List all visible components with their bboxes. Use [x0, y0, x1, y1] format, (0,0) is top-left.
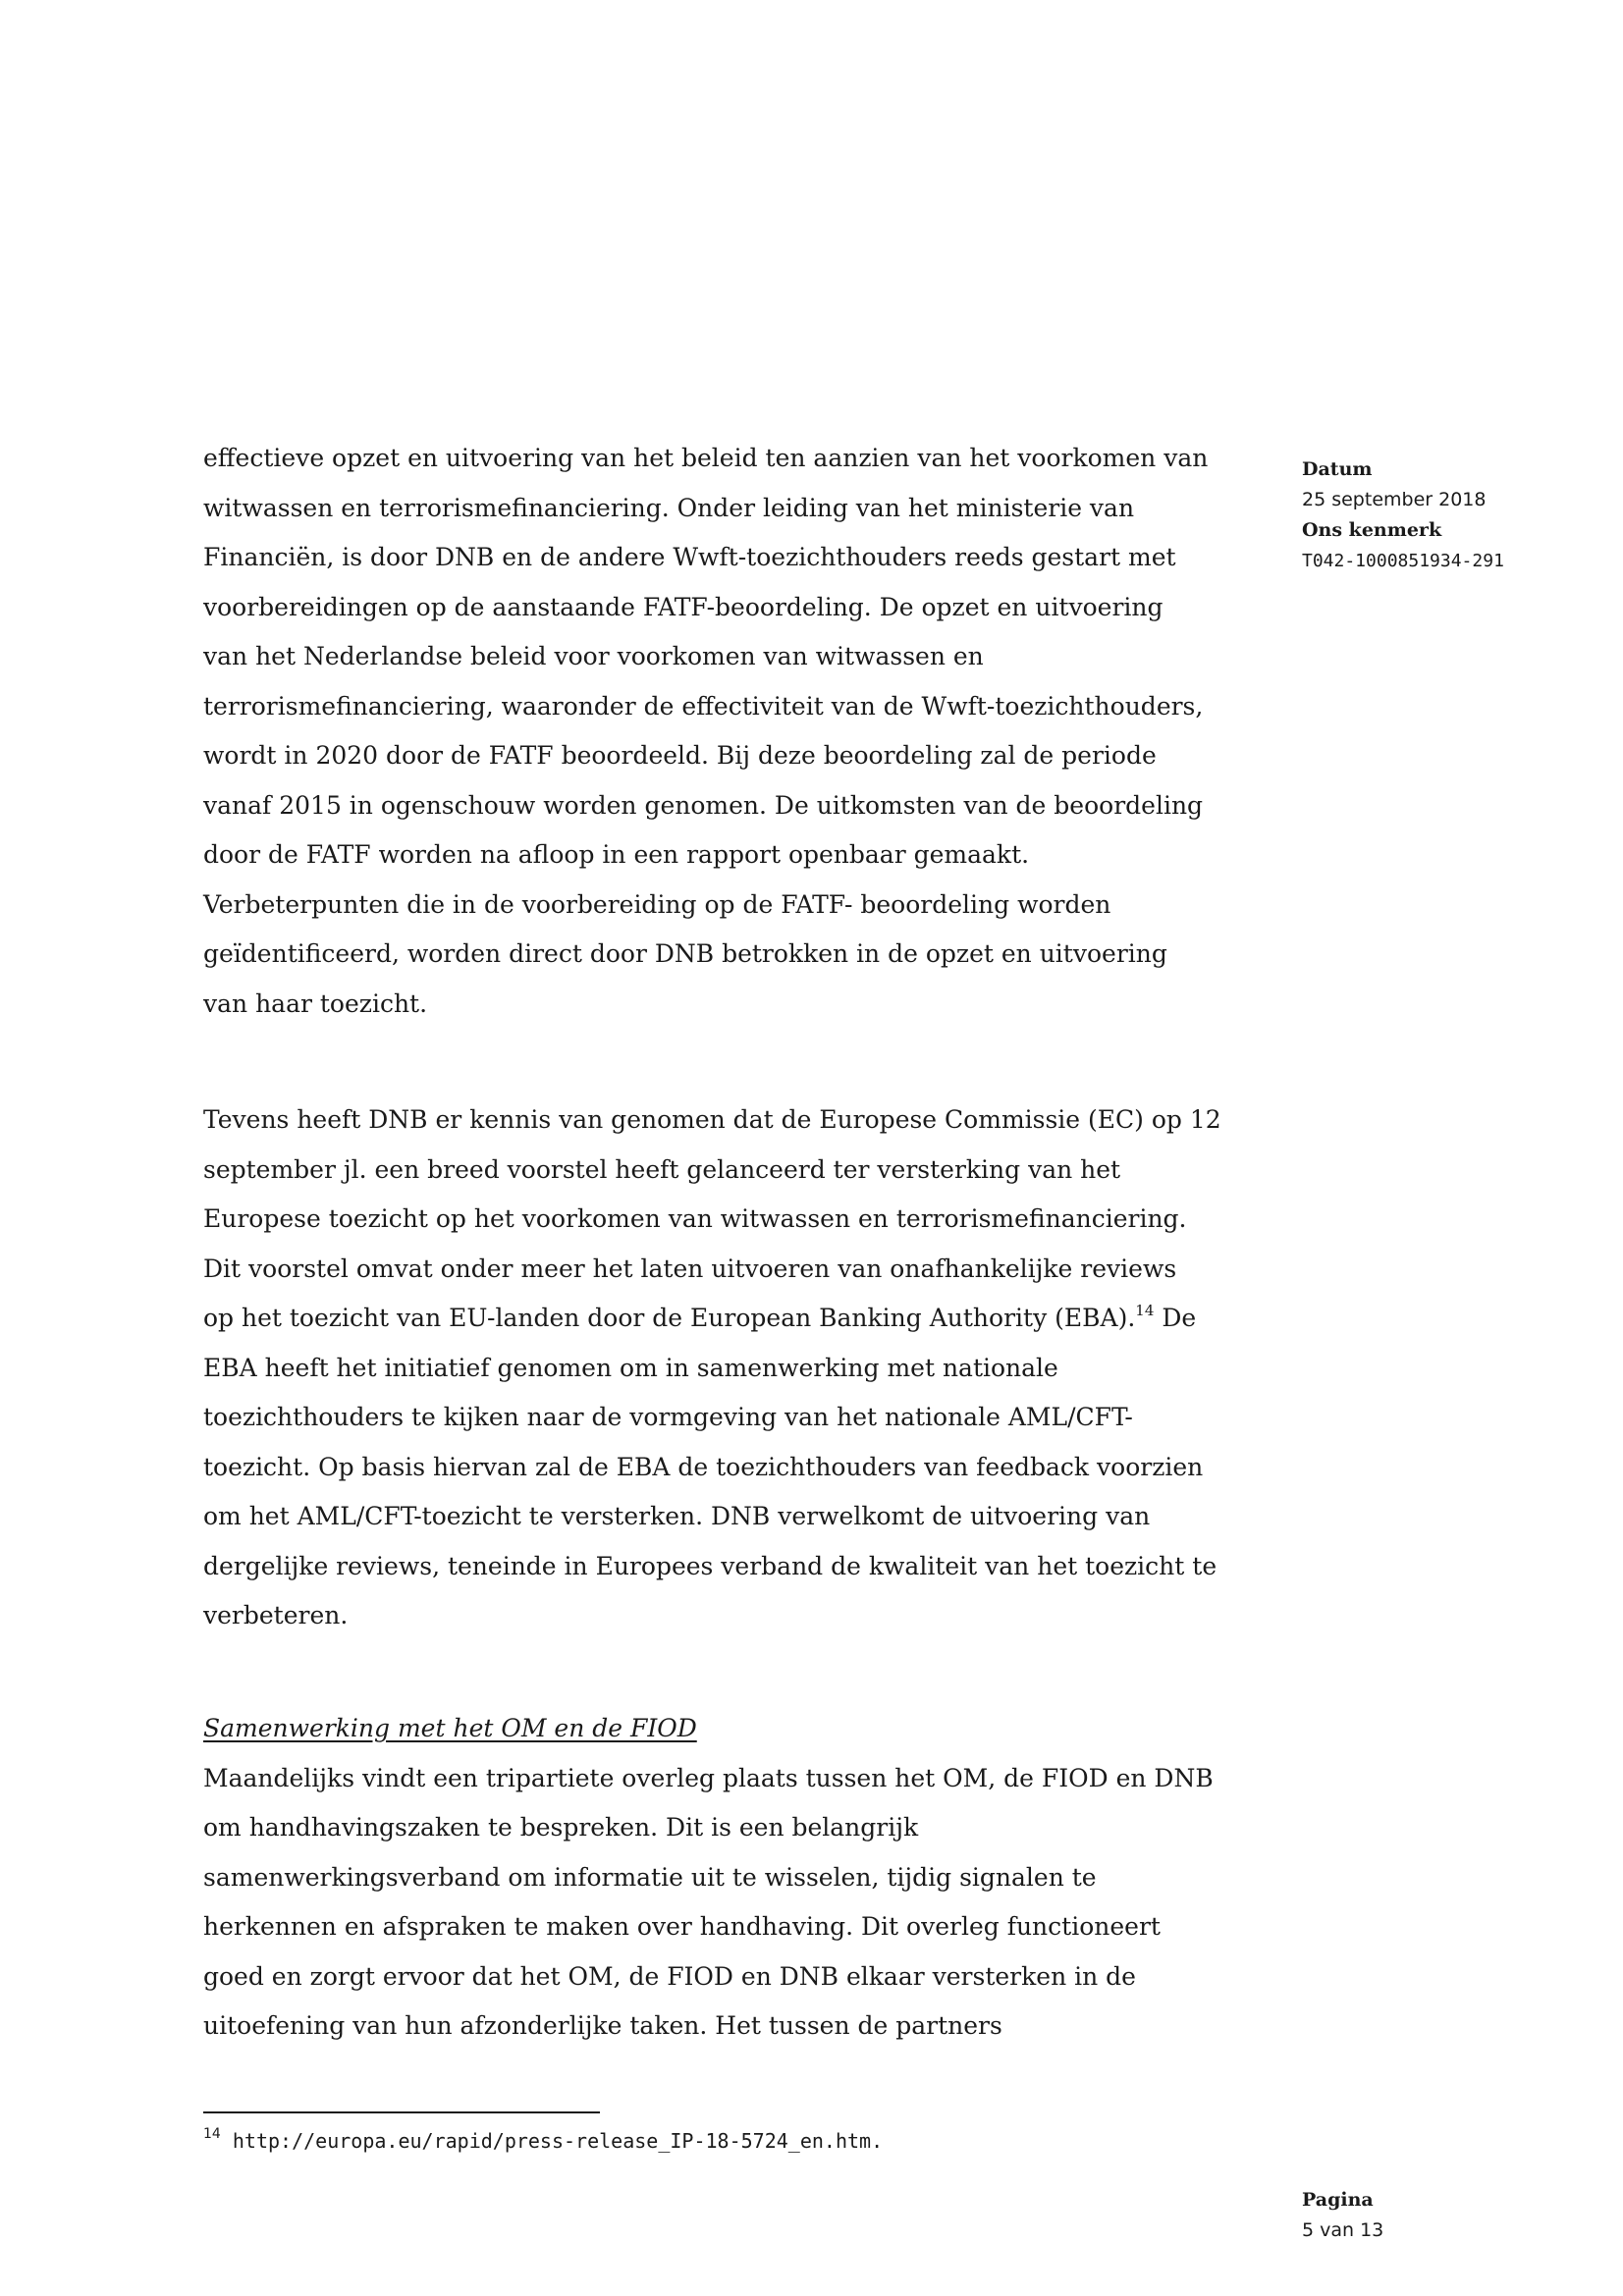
text-line: verbeteren.	[203, 1601, 349, 1629]
reference-label: Ons kenmerk	[1302, 519, 1442, 541]
text-line: dergelijke reviews, teneinde in Europees verband de kwaliteit van het toezicht te	[203, 1551, 1217, 1580]
text-line: uitoefening van hun afzonderlijke taken. Het tussen de partners	[203, 2011, 1002, 2040]
date-label: Datum	[1302, 458, 1373, 480]
date-value: 25 september 2018	[1302, 489, 1487, 510]
text-line: van het Nederlandse beleid voor voorkomen van witwassen en	[203, 642, 984, 670]
text-line-with-footnote-ref	[203, 1294, 1215, 1344]
text-line: geïdentificeerd, worden direct door DNB betrokken in de opzet en uitvoering	[203, 939, 1167, 968]
text-line: voorbereidingen op de aanstaande FATF-beoordeling. De opzet en uitvoering	[203, 592, 1163, 621]
footnote-text: http://europa.eu/rapid/press-release_IP-18-5724_en.htm.	[220, 2129, 884, 2153]
reference-value: T042-1000851934-291	[1302, 551, 1504, 571]
section-heading: Samenwerking met het OM en de FIOD	[203, 1714, 697, 1742]
letter-metadata	[1302, 454, 1504, 576]
footnote-number: 14	[203, 2126, 221, 2143]
text-line: Dit voorstel omvat onder meer het laten uitvoeren van onafhankelijke reviews	[203, 1254, 1177, 1283]
text-line: om het AML/CFT-toezicht te versterken. DNB verwelkomt de uitvoering van	[203, 1502, 1151, 1530]
section-cooperation-om-fiod	[203, 1704, 1215, 2052]
text-line: Verbeterpunten die in de voorbereiding op de FATF- beoordeling worden	[203, 889, 1111, 919]
text-line: Maandelijks vindt een tripartiete overleg plaats tussen het OM, de FIOD en DNB	[203, 1763, 1214, 1792]
text-line: Financiën, is door DNB en de andere Wwft-toezichthouders reeds gestart met	[203, 543, 1176, 571]
text-line: samenwerkingsverband om informatie uit te wisselen, tijdig signalen te	[203, 1862, 1097, 1892]
text-line: van haar toezicht.	[203, 988, 428, 1018]
footnote-reference: 14	[1135, 1301, 1155, 1319]
paragraph-eu-commission-proposal	[203, 1095, 1221, 1641]
text-line: om handhavingszaken te bespreken. Dit is een belangrijk	[203, 1813, 919, 1842]
page-label: Pagina	[1302, 2189, 1374, 2211]
text-line: toezichthouders te kijken naar de vormgeving van het nationale AML/CFT-	[203, 1403, 1133, 1431]
text-segment: op het toezicht van EU-landen door de European Banking Authority (EBA).	[203, 1304, 1136, 1332]
text-line: wordt in 2020 door de FATF beoordeeld. Bij deze beoordeling zal de periode	[203, 741, 1157, 770]
text-line: Europese toezicht op het voorkomen van witwassen en terrorismefinanciering.	[203, 1204, 1187, 1233]
paragraph-fatf-assessment	[203, 434, 1215, 1029]
text-line: door de FATF worden na afloop in een rapport openbaar gemaakt.	[203, 840, 1030, 869]
text-line: toezicht. Op basis hiervan zal de EBA de toezichthouders van feedback voorzien	[203, 1452, 1204, 1481]
text-line: herkennen en afspraken te maken over handhaving. Dit overleg functioneert	[203, 1912, 1161, 1941]
text-line: EBA heeft het initiatief genomen om in samenwerking met nationale	[203, 1353, 1058, 1382]
text-line: vanaf 2015 in ogenschouw worden genomen. De uitkomsten van de beoordeling	[203, 790, 1204, 820]
text-line: witwassen en terrorismefinanciering. Onder leiding van het ministerie van	[203, 493, 1135, 522]
text-line: september jl. een breed voorstel heeft gelanceerd ter versterking van het	[203, 1154, 1121, 1184]
footnote-divider	[203, 2111, 600, 2113]
page-indicator	[1302, 2185, 1383, 2246]
text-segment: De	[1154, 1304, 1197, 1332]
footnote	[203, 2126, 883, 2156]
text-line: effectieve opzet en uitvoering van het beleid ten aanzien van het voorkomen van	[203, 444, 1209, 472]
page-value: 5 van 13	[1302, 2219, 1384, 2241]
text-line: terrorismefinanciering, waaronder de effectiviteit van de Wwft-toezichthouders,	[203, 691, 1204, 721]
text-line: goed en zorgt ervoor dat het OM, de FIOD en DNB elkaar versterken in de	[203, 1961, 1136, 1991]
text-line: Tevens heeft DNB er kennis van genomen dat de Europese Commissie (EC) op 12	[203, 1105, 1221, 1134]
